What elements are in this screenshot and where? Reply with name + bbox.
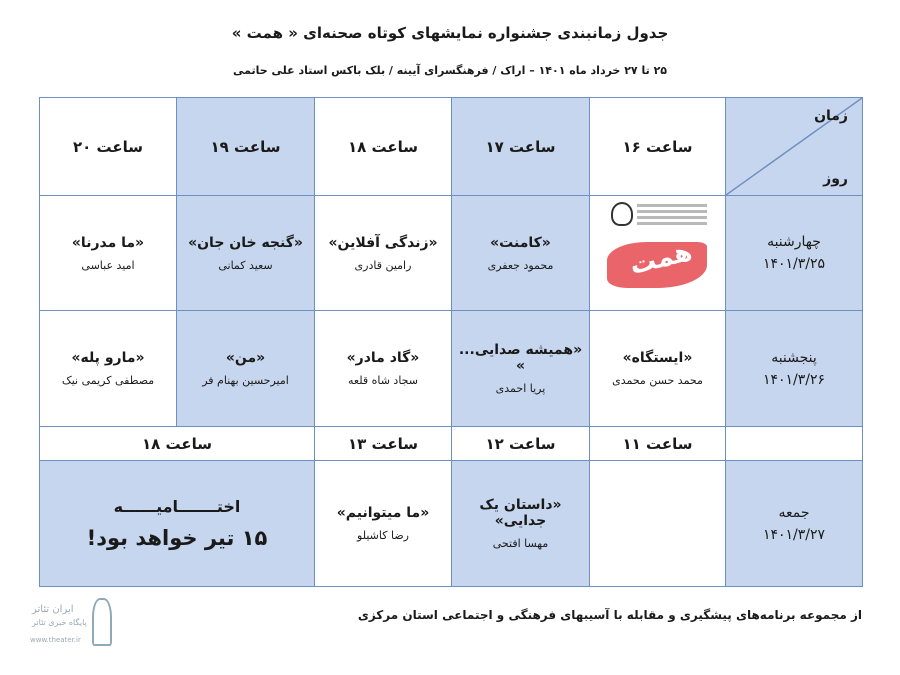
hour-header <box>40 427 315 461</box>
show-cell <box>452 196 590 311</box>
day-date: ۱۴۰۱/۳/۲۷ <box>762 526 826 543</box>
hour-label: ساعت ۱۱ <box>622 435 693 453</box>
play-title: «زندگی آفلاین» <box>328 234 438 251</box>
footer-note: از مجموعه برنامه‌های پیشگیری و مقابله با آسیبهای فرهنگی و اجتماعی استان مرکزی <box>357 608 862 622</box>
day-cell <box>726 311 863 427</box>
hour-header <box>452 98 590 196</box>
director-name: مهسا افتحی <box>492 537 549 550</box>
corner-day-label: روز <box>823 171 848 187</box>
show-cell <box>40 196 177 311</box>
day-cell <box>726 461 863 587</box>
closing-ceremony-date: ۱۵ تیر خواهد بود! <box>86 526 268 550</box>
hour-label: ساعت ۱۹ <box>210 138 281 156</box>
hour-header <box>177 98 315 196</box>
day-name: جمعه <box>778 504 810 521</box>
festival-poster <box>597 198 719 308</box>
hour-header <box>590 427 726 461</box>
play-title: «ما مدرنا» <box>71 234 145 251</box>
hour-header <box>315 98 452 196</box>
hour-label: ساعت ۱۷ <box>485 138 556 156</box>
hour-label: ساعت ۱۳ <box>347 435 419 453</box>
director-name: رامین قادری <box>354 258 412 272</box>
day-row-friday <box>40 461 863 587</box>
director-name: مصطفی کریمی نیک <box>61 374 155 387</box>
hour-label: ساعت ۱۲ <box>485 435 556 453</box>
watermark-line2: پایگاه خبری تئاتر <box>32 618 87 627</box>
closing-ceremony-label: اختـــــــامیــــــه <box>113 497 241 516</box>
page-subtitle: ۲۵ تا ۲۷ خرداد ماه ۱۴۰۱ – اراک / فرهنگسرای آیینه / بلک باکس استاد علی حاتمی <box>233 64 667 77</box>
play-title: «گنجه خان جان» <box>188 234 303 251</box>
watermark-url: www.theater.ir <box>30 636 81 644</box>
director-name: سجاد شاه قلعه <box>348 374 418 387</box>
play-title: «من» <box>225 350 266 366</box>
day-row-wednesday <box>40 196 863 311</box>
show-cell <box>590 311 726 427</box>
hour-header <box>452 427 590 461</box>
day-row-thursday <box>40 311 863 427</box>
empty-cell <box>726 427 863 461</box>
show-cell <box>177 311 315 427</box>
day-date: ۱۴۰۱/۳/۲۵ <box>762 256 826 272</box>
hour-header <box>40 98 177 196</box>
play-title: «ایستگاه» <box>622 350 693 366</box>
page-title: جدول زمانبندی جشنواره نمایشهای کوتاه صحنه‌ای « همت » <box>231 24 669 42</box>
hour-label: ساعت ۱۶ <box>622 138 693 156</box>
hour-header <box>590 98 726 196</box>
poster-cell <box>590 196 726 311</box>
play-title: «کامنت» <box>490 234 551 251</box>
day-name: پنجشنبه <box>771 349 817 366</box>
hour-label: ساعت ۲۰ <box>72 138 144 156</box>
play-title: «داستان یک جدایی» <box>479 497 562 529</box>
director-name: امید عباسی <box>81 258 135 272</box>
schedule-table <box>39 97 863 587</box>
hour-header <box>315 427 452 461</box>
play-title: «ما میتوانیم» <box>336 505 430 521</box>
empty-cell <box>590 461 726 587</box>
director-name: محمود جعفری <box>487 258 554 272</box>
header-row <box>40 98 863 196</box>
day-name: چهارشنبه <box>767 234 821 250</box>
show-cell <box>40 311 177 427</box>
watermark-logo <box>28 598 108 648</box>
director-name: پریا احمدی <box>495 382 546 395</box>
day-cell <box>726 196 863 311</box>
emblem-icon <box>611 202 633 226</box>
corner-time-label: زمان <box>814 108 848 124</box>
director-name: محمد حسن محمدی <box>612 374 703 387</box>
play-title: «مارو پله» <box>71 350 145 366</box>
corner-cell <box>726 98 863 196</box>
play-title: «همیشه صدایی... » <box>458 342 583 374</box>
theater-logo-icon <box>92 598 112 646</box>
show-cell <box>315 311 452 427</box>
watermark-line1: ایران تئاتر <box>32 604 74 615</box>
director-name: سعید کمانی <box>218 258 273 272</box>
show-cell <box>452 461 590 587</box>
closing-ceremony-cell <box>40 461 315 587</box>
hour-label: ساعت ۱۸ <box>347 138 419 156</box>
director-name: امیرحسین بهنام فر <box>202 374 289 387</box>
hour-label: ساعت ۱۸ <box>141 435 213 453</box>
poster-logo: همت <box>626 236 695 282</box>
day-date: ۱۴۰۱/۳/۲۶ <box>762 371 826 388</box>
show-cell <box>177 196 315 311</box>
play-title: «گاد مادر» <box>346 350 420 366</box>
director-name: رضا کاشیلو <box>357 529 409 542</box>
poster-text-lines <box>637 204 707 228</box>
friday-hour-row <box>40 427 863 461</box>
show-cell <box>315 196 452 311</box>
show-cell <box>315 461 452 587</box>
show-cell <box>452 311 590 427</box>
